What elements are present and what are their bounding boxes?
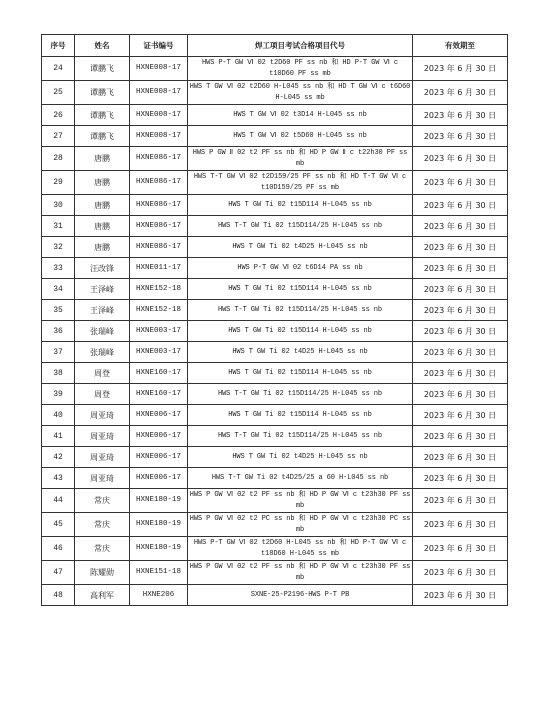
row-no: 38 [42, 363, 75, 384]
row-name: 周亚琦 [75, 405, 130, 426]
row-expiry: 2023 年 6 月 30 日 [413, 489, 508, 513]
row-code: HWS T GW Ti 02 t15D114 H-L045 ss nb [188, 405, 413, 426]
row-code: HWS T GW Ti 02 t15D114 H-L045 ss nb [188, 321, 413, 342]
table-row [42, 258, 508, 279]
row-cert: HXNE003-17 [130, 321, 188, 342]
table-row [42, 195, 508, 216]
row-name: 唐鹏 [75, 147, 130, 171]
row-expiry: 2023 年 6 月 30 日 [413, 147, 508, 171]
row-expiry: 2023 年 6 月 30 日 [413, 321, 508, 342]
row-name: 谭鹏飞 [75, 81, 130, 105]
row-cert: HXNE006-17 [130, 468, 188, 489]
row-expiry: 2023 年 6 月 30 日 [413, 426, 508, 447]
table-row [42, 426, 508, 447]
row-cert: HXNE008-17 [130, 105, 188, 126]
table-row [42, 468, 508, 489]
row-cert: HXNE008-17 [130, 57, 188, 81]
row-expiry: 2023 年 6 月 30 日 [413, 237, 508, 258]
row-name: 周亚琦 [75, 426, 130, 447]
row-name: 常庆 [75, 537, 130, 561]
header-name: 姓名 [75, 35, 130, 57]
row-name: 唐鹏 [75, 237, 130, 258]
row-no: 29 [42, 171, 75, 195]
table-row [42, 171, 508, 195]
row-expiry: 2023 年 6 月 30 日 [413, 384, 508, 405]
row-code: HWS P GW Ⅵ 02 t2 PC ss nb 和 HD P GW Ⅵ c t23h30 PC ss mb [188, 513, 413, 537]
row-name: 唐鹏 [75, 216, 130, 237]
row-expiry: 2023 年 6 月 30 日 [413, 405, 508, 426]
row-expiry: 2023 年 6 月 30 日 [413, 81, 508, 105]
row-no: 39 [42, 384, 75, 405]
row-name: 张瑞峰 [75, 321, 130, 342]
table-row [42, 537, 508, 561]
row-cert: HXNE151-18 [130, 561, 188, 585]
row-name: 张瑞峰 [75, 342, 130, 363]
row-no: 35 [42, 300, 75, 321]
row-code: HWS T GW Ⅵ 02 t3D14 H-L045 ss nb [188, 105, 413, 126]
row-no: 46 [42, 537, 75, 561]
table-row [42, 489, 508, 513]
row-cert: HXNE152-18 [130, 300, 188, 321]
row-no: 31 [42, 216, 75, 237]
row-no: 26 [42, 105, 75, 126]
row-no: 27 [42, 126, 75, 147]
row-cert: HXNE160-17 [130, 384, 188, 405]
row-cert: HXNE180-19 [130, 513, 188, 537]
row-expiry: 2023 年 6 月 30 日 [413, 171, 508, 195]
row-cert: HXNE086-17 [130, 147, 188, 171]
row-cert: HXNE152-18 [130, 279, 188, 300]
row-expiry: 2023 年 6 月 30 日 [413, 342, 508, 363]
table-row [42, 363, 508, 384]
row-code: HWS P-T GW Ⅵ 02 t2D60 H-L045 ss nb 和 HD P-T GW Ⅵ c t18D60 H-L045 ss mb [188, 537, 413, 561]
row-code: HWS T GW Ti 02 t4D25 H-L045 ss nb [188, 342, 413, 363]
row-name: 谭鹏飞 [75, 105, 130, 126]
row-name: 周登 [75, 363, 130, 384]
table-row [42, 105, 508, 126]
table-row [42, 384, 508, 405]
row-code: HWS T-T GW Ti 02 t15D114/25 H-L045 ss nb [188, 384, 413, 405]
row-no: 48 [42, 585, 75, 606]
row-name: 王泽峰 [75, 279, 130, 300]
row-cert: HXNE180-19 [130, 537, 188, 561]
row-code: HWS T GW Ti 02 t15D114 H-L045 ss nb [188, 279, 413, 300]
row-code: HWS P GW Ⅱ 02 t2 PF ss nb 和 HD P GW Ⅱ c t22h30 PF ss mb [188, 147, 413, 171]
row-cert: HXNE008-17 [130, 126, 188, 147]
row-code: HWS T-T GW Ti 02 t15D114/25 H-L045 ss nb [188, 216, 413, 237]
row-no: 42 [42, 447, 75, 468]
row-cert: HXNE008-17 [130, 81, 188, 105]
table-row [42, 513, 508, 537]
row-cert: HXNE160-17 [130, 363, 188, 384]
row-name: 常庆 [75, 513, 130, 537]
header-cert: 证书编号 [130, 35, 188, 57]
row-cert: HXNE006-17 [130, 426, 188, 447]
row-name: 周登 [75, 384, 130, 405]
row-no: 25 [42, 81, 75, 105]
row-no: 47 [42, 561, 75, 585]
header-expiry: 有效期至 [413, 35, 508, 57]
row-code: HWS T-T GW Ti 02 t15D114/25 H-L045 ss nb [188, 426, 413, 447]
row-expiry: 2023 年 6 月 30 日 [413, 561, 508, 585]
row-name: 高利军 [75, 585, 130, 606]
row-name: 周亚琦 [75, 447, 130, 468]
table-row [42, 447, 508, 468]
row-expiry: 2023 年 6 月 30 日 [413, 258, 508, 279]
row-no: 36 [42, 321, 75, 342]
row-code: HWS T-T GW Ti 02 t15D114/25 H-L045 ss nb [188, 300, 413, 321]
row-name: 汪改锋 [75, 258, 130, 279]
table-row [42, 57, 508, 81]
row-cert: HXNE206 [130, 585, 188, 606]
row-expiry: 2023 年 6 月 30 日 [413, 468, 508, 489]
certificate-table [41, 34, 508, 606]
table-row [42, 126, 508, 147]
row-cert: HXNE086-17 [130, 195, 188, 216]
row-name: 常庆 [75, 489, 130, 513]
row-name: 唐鹏 [75, 171, 130, 195]
table-row [42, 81, 508, 105]
row-no: 24 [42, 57, 75, 81]
row-expiry: 2023 年 6 月 30 日 [413, 195, 508, 216]
table-row [42, 405, 508, 426]
row-expiry: 2023 年 6 月 30 日 [413, 126, 508, 147]
table-row [42, 321, 508, 342]
row-expiry: 2023 年 6 月 30 日 [413, 279, 508, 300]
table-row [42, 561, 508, 585]
row-no: 32 [42, 237, 75, 258]
row-expiry: 2023 年 6 月 30 日 [413, 300, 508, 321]
row-code: HWS T GW Ti 02 t4D25 H-L045 ss nb [188, 237, 413, 258]
row-no: 34 [42, 279, 75, 300]
table-row [42, 279, 508, 300]
row-expiry: 2023 年 6 月 30 日 [413, 363, 508, 384]
header-no: 序号 [42, 35, 75, 57]
row-cert: HXNE006-17 [130, 447, 188, 468]
row-no: 44 [42, 489, 75, 513]
header-code: 焊工项目考试合格项目代号 [188, 35, 413, 57]
row-name: 周亚琦 [75, 468, 130, 489]
table-row [42, 237, 508, 258]
row-no: 28 [42, 147, 75, 171]
table-row [42, 342, 508, 363]
row-no: 40 [42, 405, 75, 426]
table-row [42, 216, 508, 237]
row-no: 30 [42, 195, 75, 216]
row-name: 唐鹏 [75, 195, 130, 216]
row-code: HWS P GW Ⅵ 02 t2 PF ss nb 和 HD P GW Ⅵ c t23h30 PF ss mb [188, 489, 413, 513]
row-code: HWS T GW Ti 02 t4D25 H-L045 ss nb [188, 447, 413, 468]
row-cert: HXNE086-17 [130, 216, 188, 237]
row-name: 谭鹏飞 [75, 57, 130, 81]
row-code: HWS T GW Ti 02 t15D114 H-L045 ss nb [188, 363, 413, 384]
row-code: HWS T GW Ⅵ 02 t5D60 H-L045 ss nb [188, 126, 413, 147]
row-cert: HXNE086-17 [130, 237, 188, 258]
row-no: 45 [42, 513, 75, 537]
row-code: HWS T GW Ti 02 t15D114 H-L045 ss nb [188, 195, 413, 216]
row-no: 33 [42, 258, 75, 279]
row-expiry: 2023 年 6 月 30 日 [413, 216, 508, 237]
row-expiry: 2023 年 6 月 30 日 [413, 57, 508, 81]
row-code: HWS T-T GW Ⅵ 02 t2D159/25 PF ss nb 和 HD T-T GW Ⅵ c t10D159/25 PF ss mb [188, 171, 413, 195]
row-code: HWS P-T GW Ⅵ 02 t6D14 PA ss nb [188, 258, 413, 279]
row-expiry: 2023 年 6 月 30 日 [413, 105, 508, 126]
row-cert: HXNE003-17 [130, 342, 188, 363]
row-expiry: 2023 年 6 月 30 日 [413, 537, 508, 561]
row-cert: HXNE180-19 [130, 489, 188, 513]
table-header-row [42, 35, 508, 57]
row-cert: HXNE011-17 [130, 258, 188, 279]
row-cert: HXNE086-17 [130, 171, 188, 195]
row-code: HWS P-T GW Ⅵ 02 t2D60 PF ss nb 和 HD P-T GW Ⅵ c t10D60 PF ss mb [188, 57, 413, 81]
row-no: 37 [42, 342, 75, 363]
row-expiry: 2023 年 6 月 30 日 [413, 585, 508, 606]
row-expiry: 2023 年 6 月 30 日 [413, 447, 508, 468]
row-no: 43 [42, 468, 75, 489]
row-name: 陈耀勋 [75, 561, 130, 585]
row-expiry: 2023 年 6 月 30 日 [413, 513, 508, 537]
row-code: SXNE-25-P2196-HWS P-T PB [188, 585, 413, 606]
table-body [42, 57, 508, 606]
row-code: HWS T-T GW Ti 02 t4D25/25 a 60 H-L045 ss nb [188, 468, 413, 489]
row-no: 41 [42, 426, 75, 447]
row-cert: HXNE006-17 [130, 405, 188, 426]
table-row [42, 147, 508, 171]
table-row [42, 300, 508, 321]
table-row [42, 585, 508, 606]
row-code: HWS P GW Ⅵ 02 t2 PF ss nb 和 HD P GW Ⅵ c t23h30 PF ss mb [188, 561, 413, 585]
row-name: 王泽峰 [75, 300, 130, 321]
row-name: 谭鹏飞 [75, 126, 130, 147]
row-code: HWS T GW Ⅵ 02 t2D60 H-L045 ss nb 和 HD T GW Ⅵ c t6D60 H-L045 ss mb [188, 81, 413, 105]
